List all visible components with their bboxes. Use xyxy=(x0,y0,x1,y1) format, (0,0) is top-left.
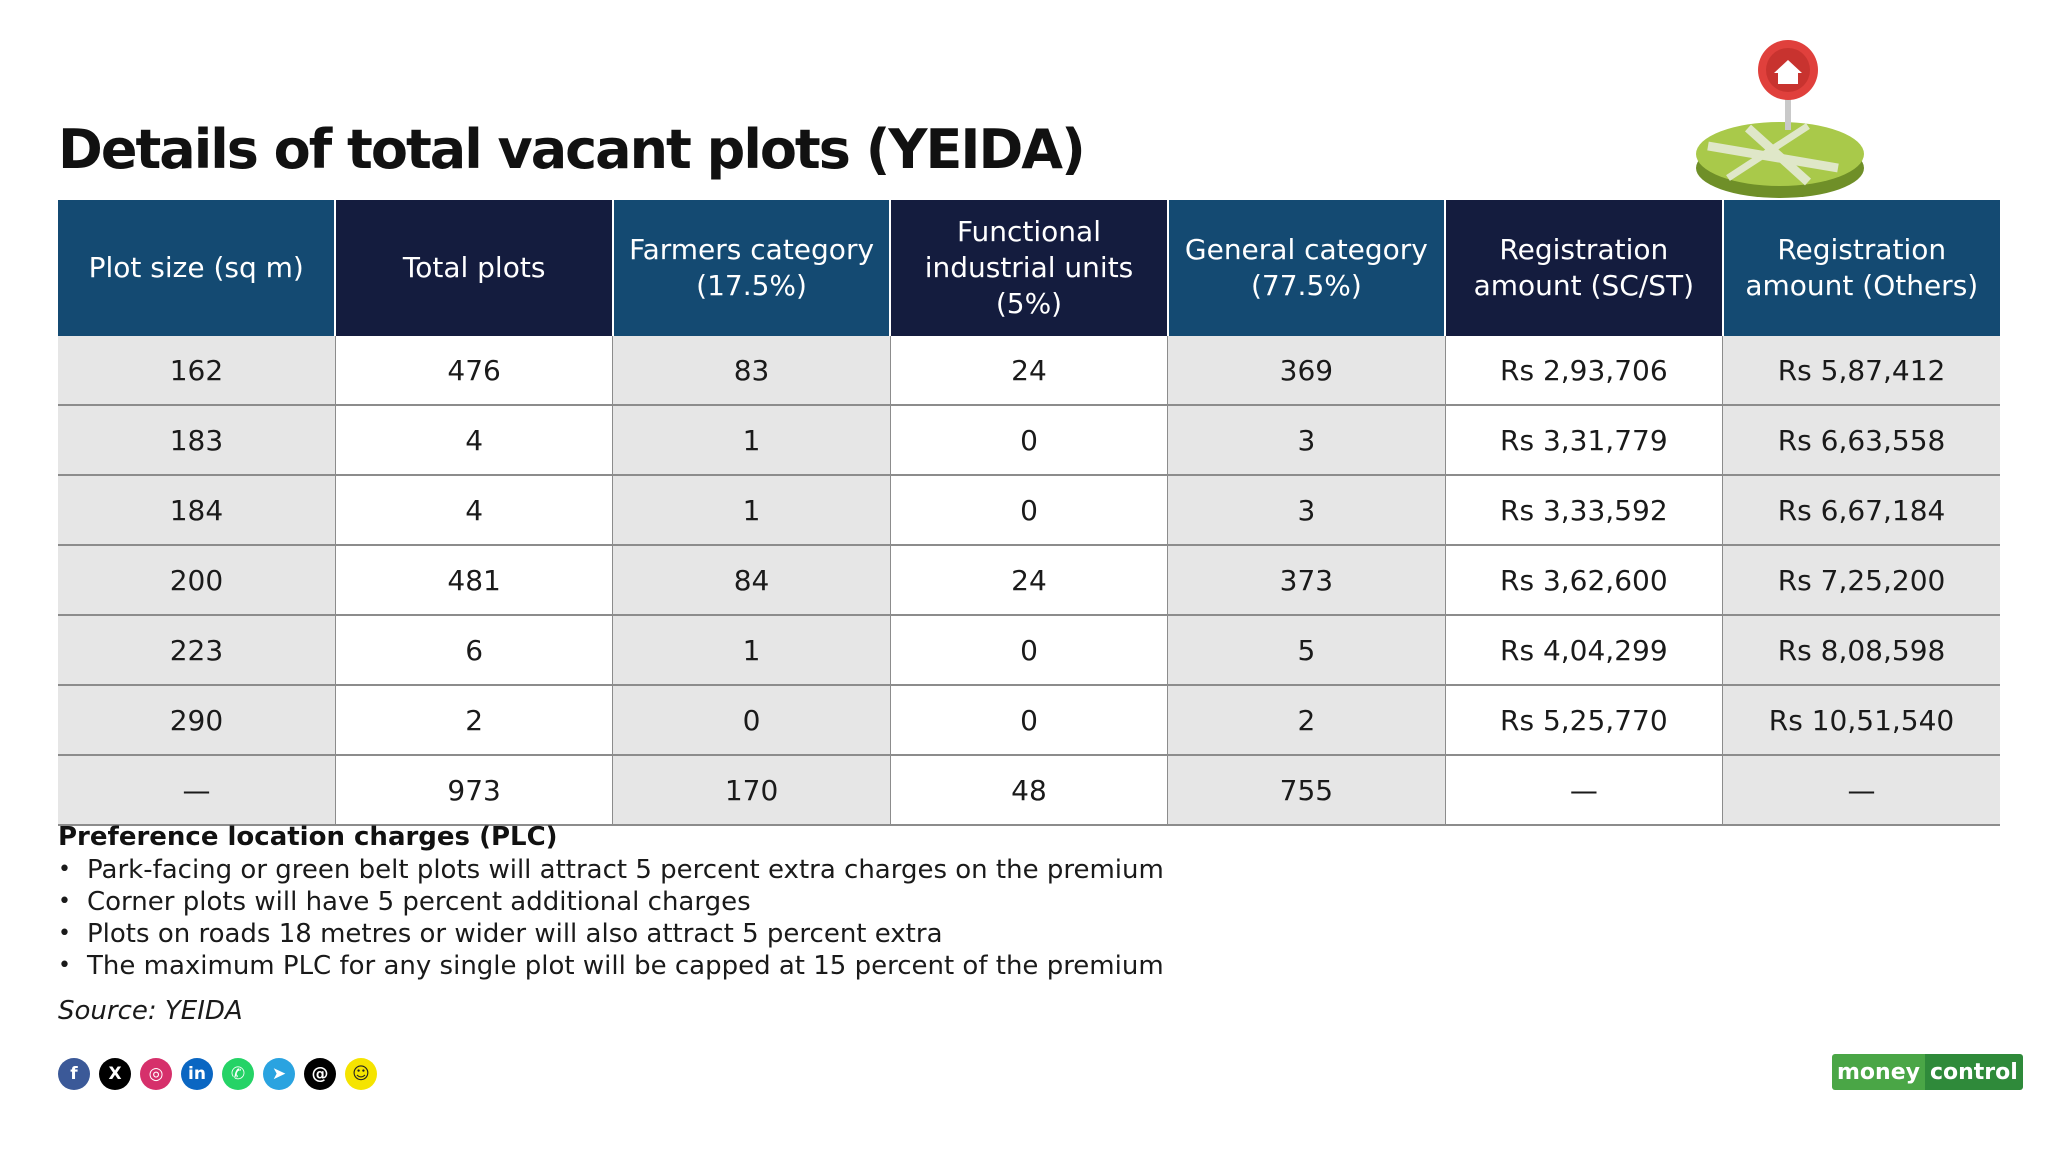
bullet-icon: • xyxy=(58,953,71,978)
table-cell: Rs 3,33,592 xyxy=(1445,475,1722,545)
note-text: Plots on roads 18 metres or wider will also attract 5 percent extra xyxy=(87,919,943,949)
table-cell: 369 xyxy=(1168,336,1445,405)
threads-icon[interactable]: @ xyxy=(304,1058,336,1090)
table-cell: 223 xyxy=(58,615,335,685)
table-cell: — xyxy=(1445,755,1722,825)
table-body xyxy=(58,336,2000,825)
notes-list xyxy=(58,854,1358,982)
table-cell: Rs 6,63,558 xyxy=(1723,405,2000,475)
column-header: Plot size (sq m) xyxy=(58,200,335,336)
table-cell: 48 xyxy=(890,755,1167,825)
note-text: The maximum PLC for any single plot will be capped at 15 percent of the premium xyxy=(87,951,1164,981)
table-cell: Rs 2,93,706 xyxy=(1445,336,1722,405)
table-cell: 84 xyxy=(613,545,890,615)
whatsapp-icon[interactable]: ✆ xyxy=(222,1058,254,1090)
table-header-row xyxy=(58,200,2000,336)
table-cell: Rs 7,25,200 xyxy=(1723,545,2000,615)
list-item xyxy=(58,886,1358,918)
table-cell: 170 xyxy=(613,755,890,825)
column-header: Total plots xyxy=(335,200,612,336)
x-icon[interactable]: X xyxy=(99,1058,131,1090)
bullet-icon: • xyxy=(58,889,71,914)
table-cell: 2 xyxy=(335,685,612,755)
page-title: Details of total vacant plots (YEIDA) xyxy=(58,118,1084,181)
table-cell: 24 xyxy=(890,336,1167,405)
table-row xyxy=(58,685,2000,755)
table-row xyxy=(58,755,2000,825)
table-cell: 6 xyxy=(335,615,612,685)
table-cell: 162 xyxy=(58,336,335,405)
column-header: Functional industrial units (5%) xyxy=(890,200,1167,336)
table-row xyxy=(58,475,2000,545)
table-cell: 973 xyxy=(335,755,612,825)
note-text: Park-facing or green belt plots will attract 5 percent extra charges on the premium xyxy=(87,855,1164,885)
table-cell: 200 xyxy=(58,545,335,615)
table-cell: 4 xyxy=(335,475,612,545)
table-cell: 4 xyxy=(335,405,612,475)
table-cell: 0 xyxy=(890,475,1167,545)
table-cell: Rs 6,67,184 xyxy=(1723,475,2000,545)
table-cell: 2 xyxy=(1168,685,1445,755)
table-cell: Rs 3,31,779 xyxy=(1445,405,1722,475)
table-cell: 1 xyxy=(613,475,890,545)
table-cell: 184 xyxy=(58,475,335,545)
table-cell: Rs 3,62,600 xyxy=(1445,545,1722,615)
table-cell: 0 xyxy=(890,615,1167,685)
table-cell: 83 xyxy=(613,336,890,405)
map-pin-plot-illustration xyxy=(1688,18,1868,198)
bullet-icon: • xyxy=(58,857,71,882)
table-row xyxy=(58,545,2000,615)
list-item xyxy=(58,950,1358,982)
list-item xyxy=(58,918,1358,950)
list-item xyxy=(58,854,1358,886)
table-row xyxy=(58,336,2000,405)
table-cell: 373 xyxy=(1168,545,1445,615)
column-header: General category (77.5%) xyxy=(1168,200,1445,336)
social-links xyxy=(58,1058,377,1090)
table-row xyxy=(58,615,2000,685)
table-cell: Rs 5,87,412 xyxy=(1723,336,2000,405)
table-cell: Rs 10,51,540 xyxy=(1723,685,2000,755)
table-cell: 5 xyxy=(1168,615,1445,685)
telegram-icon[interactable]: ➤ xyxy=(263,1058,295,1090)
facebook-icon[interactable]: f xyxy=(58,1058,90,1090)
table-cell: — xyxy=(1723,755,2000,825)
table-cell: Rs 8,08,598 xyxy=(1723,615,2000,685)
table-cell: 3 xyxy=(1168,475,1445,545)
column-header: Registration amount (Others) xyxy=(1723,200,2000,336)
column-header: Farmers category (17.5%) xyxy=(613,200,890,336)
table-cell: 0 xyxy=(890,405,1167,475)
table-cell: 1 xyxy=(613,615,890,685)
table-cell: 1 xyxy=(613,405,890,475)
moneycontrol-logo xyxy=(1832,1054,2023,1090)
table-cell: 476 xyxy=(335,336,612,405)
table-cell: Rs 4,04,299 xyxy=(1445,615,1722,685)
table-cell: Rs 5,25,770 xyxy=(1445,685,1722,755)
vacant-plots-table xyxy=(58,200,2000,826)
note-text: Corner plots will have 5 percent additional charges xyxy=(87,887,751,917)
logo-text-part1: money xyxy=(1832,1054,1925,1090)
table-cell: 183 xyxy=(58,405,335,475)
source-note: Source: YEIDA xyxy=(58,996,243,1026)
table-cell: 24 xyxy=(890,545,1167,615)
table-cell: 3 xyxy=(1168,405,1445,475)
table-row xyxy=(58,405,2000,475)
table-cell: 290 xyxy=(58,685,335,755)
table-cell: 755 xyxy=(1168,755,1445,825)
linkedin-icon[interactable]: in xyxy=(181,1058,213,1090)
table-cell: 0 xyxy=(890,685,1167,755)
table-cell: — xyxy=(58,755,335,825)
plc-notes xyxy=(58,820,1358,982)
table-cell: 0 xyxy=(613,685,890,755)
column-header: Registration amount (SC/ST) xyxy=(1445,200,1722,336)
snapchat-icon[interactable]: ☺ xyxy=(345,1058,377,1090)
bullet-icon: • xyxy=(58,921,71,946)
notes-heading: Preference location charges (PLC) xyxy=(58,822,558,852)
logo-text-part2: control xyxy=(1925,1054,2023,1090)
table-cell: 481 xyxy=(335,545,612,615)
instagram-icon[interactable]: ◎ xyxy=(140,1058,172,1090)
